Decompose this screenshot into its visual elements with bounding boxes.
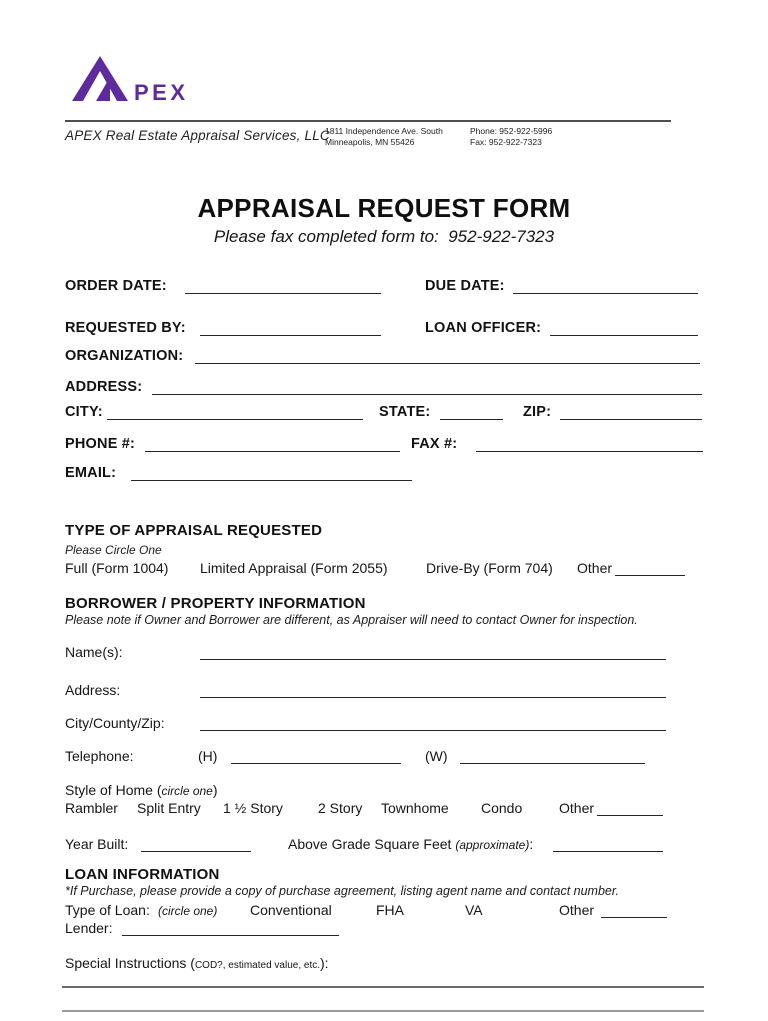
year-built-label: Year Built: bbox=[65, 836, 129, 852]
loan-heading: LOAN INFORMATION bbox=[65, 866, 220, 883]
borrower-names-blank[interactable] bbox=[200, 643, 666, 660]
phone-blank[interactable] bbox=[145, 435, 400, 452]
option-style-other[interactable]: Other bbox=[559, 800, 595, 816]
row-lender bbox=[65, 920, 713, 940]
state-blank[interactable] bbox=[440, 403, 503, 420]
organization-blank[interactable] bbox=[195, 347, 700, 364]
option-va[interactable]: VA bbox=[465, 902, 483, 918]
header-divider bbox=[65, 120, 671, 122]
apex-logo bbox=[72, 55, 222, 103]
page-subtitle: Please fax completed form to: 952-922-7323 bbox=[213, 227, 555, 246]
option-limited-2055[interactable]: Limited Appraisal (Form 2055) bbox=[200, 560, 388, 576]
appraisal-other-blank[interactable] bbox=[615, 559, 685, 576]
option-loan-other[interactable]: Other bbox=[559, 902, 595, 918]
borrower-telephone-label: Telephone: bbox=[65, 748, 134, 764]
row-appraisal-options bbox=[65, 560, 713, 580]
option-appraisal-other[interactable]: Other bbox=[577, 560, 613, 576]
option-2-story[interactable]: 2 Story bbox=[318, 800, 363, 816]
sqft-label-prefix: Above Grade Square Feet bbox=[288, 836, 456, 852]
logo-text: PEX bbox=[134, 80, 189, 103]
due-date-blank[interactable] bbox=[513, 277, 698, 294]
lender-blank[interactable] bbox=[122, 919, 339, 936]
row-borrower-ccz bbox=[65, 715, 713, 735]
row-borrower-telephone bbox=[65, 748, 713, 768]
requested-by-blank[interactable] bbox=[200, 319, 381, 336]
sqft-label-suffix: : bbox=[529, 836, 534, 852]
company-fax: Fax: 952-922-7323 bbox=[470, 137, 542, 147]
option-townhome[interactable]: Townhome bbox=[381, 800, 449, 816]
sqft-approximate: (approximate) bbox=[455, 838, 530, 852]
row-requested-officer bbox=[65, 320, 713, 340]
state-label: STATE: bbox=[379, 404, 431, 420]
row-city-state-zip bbox=[65, 404, 713, 424]
sqft-label bbox=[288, 836, 533, 852]
option-split-entry[interactable]: Split Entry bbox=[137, 800, 201, 816]
telephone-home-label: (H) bbox=[198, 748, 218, 764]
style-label-suffix: ) bbox=[212, 782, 218, 798]
special-instructions-line1[interactable] bbox=[62, 986, 704, 988]
fax-blank[interactable] bbox=[476, 435, 703, 452]
row-phone-fax bbox=[65, 436, 713, 456]
city-blank[interactable] bbox=[107, 403, 363, 420]
address-label: ADDRESS: bbox=[65, 379, 143, 395]
borrower-ccz-blank[interactable] bbox=[200, 714, 666, 731]
option-1-5-story[interactable]: 1 ½ Story bbox=[223, 800, 283, 816]
row-year-sqft bbox=[65, 836, 713, 856]
row-organization bbox=[65, 348, 713, 368]
special-instructions-label bbox=[65, 955, 329, 971]
option-driveby-704[interactable]: Drive-By (Form 704) bbox=[426, 560, 553, 576]
zip-blank[interactable] bbox=[560, 403, 702, 420]
city-label: CITY: bbox=[65, 404, 103, 420]
borrower-address-label: Address: bbox=[65, 682, 121, 698]
appraisal-type-instruction: Please Circle One bbox=[65, 543, 162, 557]
fax-label: FAX #: bbox=[411, 436, 458, 452]
borrower-heading: BORROWER / PROPERTY INFORMATION bbox=[65, 595, 366, 612]
style-label-prefix: Style of Home ( bbox=[65, 782, 162, 798]
telephone-home-blank[interactable] bbox=[231, 747, 401, 764]
row-order-due bbox=[65, 278, 713, 298]
lender-label: Lender: bbox=[65, 920, 113, 936]
loan-type-label: Type of Loan: bbox=[65, 902, 150, 918]
option-condo[interactable]: Condo bbox=[481, 800, 523, 816]
telephone-work-blank[interactable] bbox=[460, 747, 645, 764]
special-paren-note: COD?, estimated value, etc. bbox=[194, 960, 321, 971]
company-address-line1: 1811 Independence Ave. South bbox=[325, 126, 443, 136]
company-address-block bbox=[325, 126, 443, 148]
loan-note: *If Purchase, please provide a copy of purchase agreement, listing agent name and contact number. bbox=[65, 884, 620, 898]
loan-circle-one: (circle one) bbox=[158, 904, 218, 918]
row-email bbox=[65, 465, 713, 485]
option-rambler[interactable]: Rambler bbox=[65, 800, 118, 816]
page-title: APPRAISAL REQUEST FORM bbox=[197, 193, 571, 223]
row-borrower-address bbox=[65, 682, 713, 702]
company-name: APEX Real Estate Appraisal Services, LLC bbox=[65, 128, 330, 143]
borrower-names-label: Name(s): bbox=[65, 644, 123, 660]
style-of-home-label bbox=[65, 782, 218, 798]
due-date-label: DUE DATE: bbox=[425, 278, 505, 294]
phone-label: PHONE #: bbox=[65, 436, 136, 452]
requested-by-label: REQUESTED BY: bbox=[65, 320, 186, 336]
address-blank[interactable] bbox=[152, 378, 702, 395]
borrower-address-blank[interactable] bbox=[200, 681, 666, 698]
order-date-label: ORDER DATE: bbox=[65, 278, 167, 294]
loan-officer-label: LOAN OFFICER: bbox=[425, 320, 542, 336]
style-other-blank[interactable] bbox=[597, 799, 663, 816]
sqft-blank[interactable] bbox=[553, 835, 663, 852]
company-address-line2: Minneapolis, MN 55426 bbox=[325, 137, 415, 147]
telephone-work-label: (W) bbox=[425, 748, 448, 764]
loan-other-blank[interactable] bbox=[601, 901, 667, 918]
style-circle-one: circle one bbox=[161, 784, 213, 798]
row-borrower-names bbox=[65, 644, 713, 664]
borrower-note: Please note if Owner and Borrower are different, as Appraiser will need to contact Owner for inspection. bbox=[65, 613, 638, 627]
year-built-blank[interactable] bbox=[141, 835, 251, 852]
row-style-options bbox=[65, 800, 713, 820]
order-date-blank[interactable] bbox=[185, 277, 381, 294]
company-phone: Phone: 952-922-5996 bbox=[470, 126, 553, 136]
company-contact-block bbox=[470, 126, 552, 148]
organization-label: ORGANIZATION: bbox=[65, 348, 184, 364]
borrower-ccz-label: City/County/Zip: bbox=[65, 715, 165, 731]
option-full-1004[interactable]: Full (Form 1004) bbox=[65, 560, 169, 576]
email-label: EMAIL: bbox=[65, 465, 117, 481]
special-instructions-line2[interactable] bbox=[62, 1010, 704, 1012]
appraisal-type-heading: TYPE OF APPRAISAL REQUESTED bbox=[65, 522, 323, 539]
email-blank[interactable] bbox=[131, 464, 412, 481]
row-address bbox=[65, 379, 713, 399]
special-suffix: ): bbox=[320, 955, 329, 971]
option-conventional[interactable]: Conventional bbox=[250, 902, 332, 918]
special-prefix: Special Instructions ( bbox=[65, 955, 195, 971]
zip-label: ZIP: bbox=[523, 404, 552, 420]
option-fha[interactable]: FHA bbox=[376, 902, 404, 918]
loan-officer-blank[interactable] bbox=[550, 319, 698, 336]
